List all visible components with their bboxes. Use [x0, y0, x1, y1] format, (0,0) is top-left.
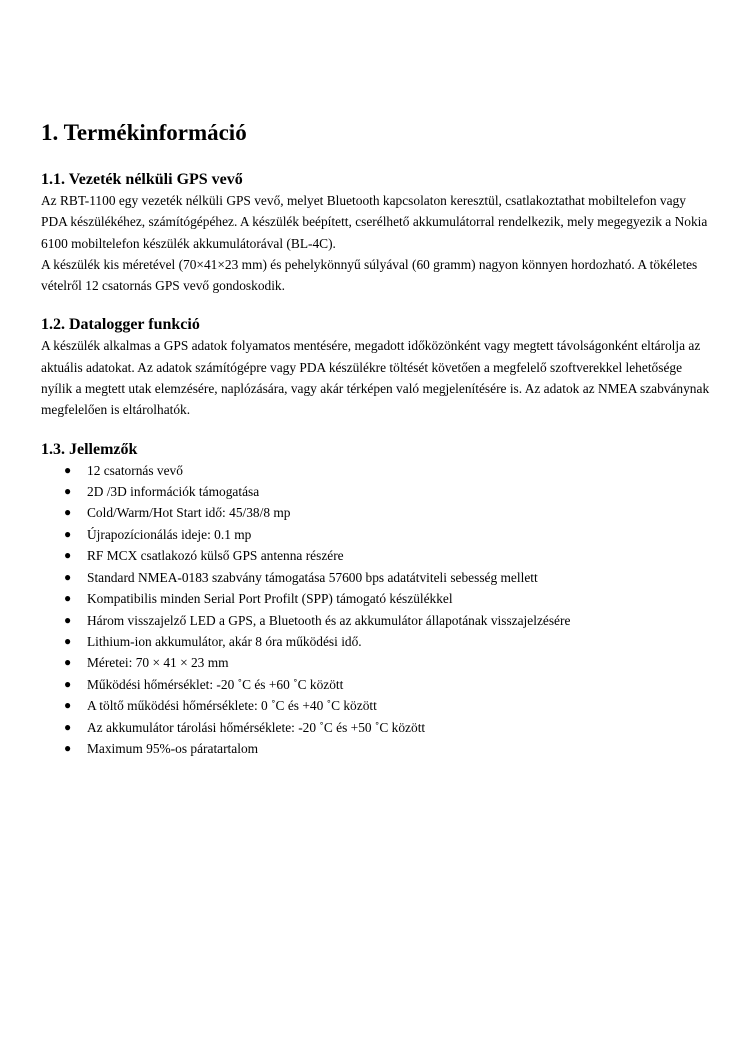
section-heading: 1.1. Vezeték nélküli GPS vevő — [41, 171, 243, 188]
list-item — [64, 695, 711, 716]
list-item — [64, 631, 711, 652]
list-item — [64, 567, 711, 588]
list-item — [64, 460, 711, 481]
list-item — [64, 610, 711, 631]
list-item-text: Működési hőmérséklet: -20 ˚C és +60 ˚C között — [87, 676, 344, 692]
bullet-icon: ● — [64, 655, 72, 670]
bullet-icon: ● — [64, 698, 72, 713]
list-item-text: A töltő működési hőmérséklete: 0 ˚C és +40 ˚C között — [87, 698, 377, 714]
section-features — [41, 440, 711, 760]
list-item-text: 2D /3D információk támogatása — [87, 484, 260, 500]
list-item-text: Újrapozícionálás ideje: 0.1 mp — [87, 526, 252, 542]
list-item-text: Kompatibilis minden Serial Port Profilt (SPP) támogató készülékkel — [87, 591, 453, 607]
list-item-text: Három visszajelző LED a GPS, a Bluetooth és az akkumulátor állapotának visszajelzésére — [87, 612, 571, 628]
list-item — [64, 524, 711, 545]
bullet-icon: ● — [64, 633, 72, 648]
list-item — [64, 481, 711, 502]
document-page — [41, 118, 711, 778]
list-item-text: RF MCX csatlakozó külső GPS antenna részére — [87, 548, 344, 564]
bullet-icon: ● — [64, 484, 72, 499]
list-item-text: Lithium-ion akkumulátor, akár 8 óra működési idő. — [87, 633, 362, 649]
bullet-icon: ● — [64, 591, 72, 606]
bullet-icon: ● — [64, 612, 72, 627]
list-item — [64, 588, 711, 609]
list-item-text: Maximum 95%-os páratartalom — [87, 740, 259, 756]
list-item — [64, 545, 711, 566]
section-paragraph: A készülék kis méretével (70×41×23 mm) és pehelykönnyű súlyával (60 gramm) nagyon könnyen hordozható. A tökéletes vételről 12 csatornás GPS vevő gondoskodik. — [41, 256, 698, 294]
list-item — [64, 652, 711, 673]
list-item — [64, 738, 711, 759]
section-datalogger — [41, 315, 711, 420]
bullet-icon: ● — [64, 719, 72, 734]
bullet-icon: ● — [64, 505, 72, 520]
list-item-text: 12 csatornás vevő — [87, 462, 183, 478]
bullet-icon: ● — [64, 569, 72, 584]
list-item — [64, 674, 711, 695]
bullet-icon: ● — [64, 676, 72, 691]
list-item-text: Cold/Warm/Hot Start idő: 45/38/8 mp — [87, 505, 291, 521]
section-wireless-gps — [41, 170, 711, 296]
bullet-icon: ● — [64, 548, 72, 563]
section-paragraph: Az RBT-1100 egy vezeték nélküli GPS vevő, melyet Bluetooth kapcsolaton keresztül, csatlakoztathat mobiltelefon vagy PDA készülékéhez, számítógépéhez. A készülék beépített, cserélhető akkumulátorral rendelkezik, mely megegyezik a Nokia 6100 mobiltelefon készülék akkumulátorával (BL-4C). — [41, 193, 708, 251]
page-title: 1. Termékinformáció — [41, 120, 247, 145]
list-item-text: Standard NMEA-0183 szabvány támogatása 57600 bps adatátviteli sebesség mellett — [87, 569, 538, 585]
feature-list — [41, 460, 711, 760]
list-item — [64, 717, 711, 738]
list-item-text: Az akkumulátor tárolási hőmérséklete: -20 ˚C és +50 ˚C között — [87, 719, 426, 735]
list-item-text: Méretei: 70 × 41 × 23 mm — [87, 655, 229, 671]
bullet-icon: ● — [64, 740, 72, 755]
list-item — [64, 502, 711, 523]
bullet-icon: ● — [64, 526, 72, 541]
section-heading: 1.3. Jellemzők — [41, 440, 138, 458]
section-heading: 1.2. Datalogger funkció — [41, 316, 200, 334]
bullet-icon: ● — [64, 462, 72, 477]
section-paragraph: A készülék alkalmas a GPS adatok folyamatos mentésére, megadott időközönként vagy megtett távolságonként eltárolja az aktuális adatokat. Az adatok számítógépre vagy PDA készülékre töltését követően a megfelelő szoftverekkel lehetősége nyílik a megtett utak elemzésére, naplózására, vagy akár térképen való megjelenítésére is. Az adatok az NMEA szabványnak megfelelően is eltárolhatók. — [41, 338, 710, 418]
